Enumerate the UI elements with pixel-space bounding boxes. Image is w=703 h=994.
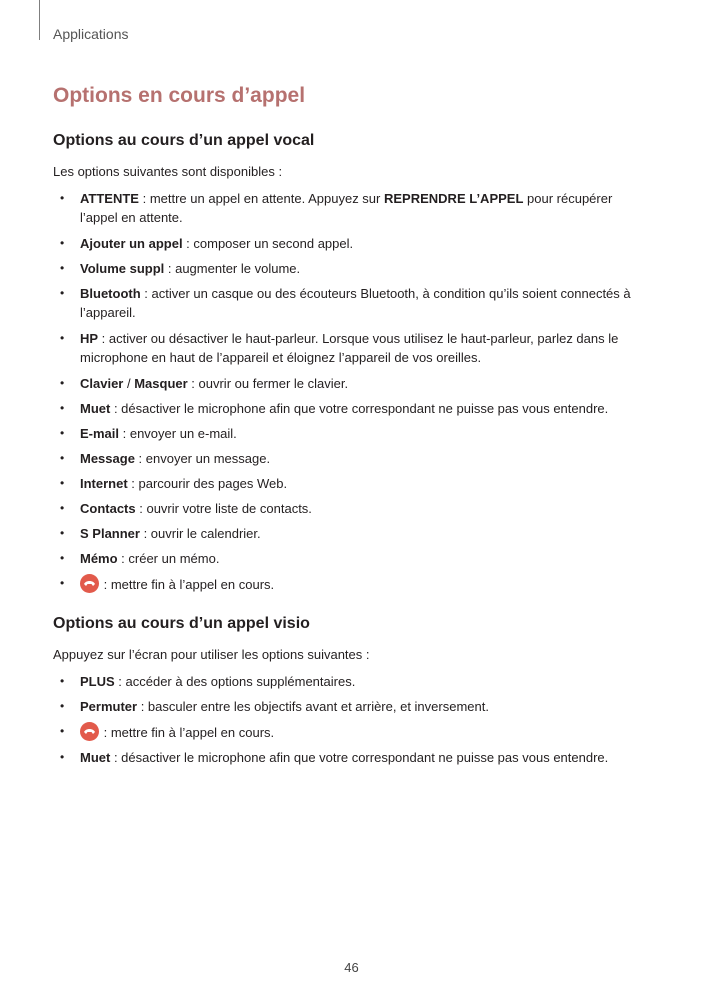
option-term: Volume suppl — [80, 261, 165, 276]
running-header: Applications — [53, 26, 129, 42]
bullet: • — [60, 451, 65, 465]
list-item-email — [53, 424, 653, 443]
option-text: : mettre fin à l’appel en cours. — [100, 725, 275, 740]
voice-section-heading: Options au cours d’un appel vocal — [53, 132, 315, 149]
option-term: Permuter — [80, 699, 138, 714]
bullet: • — [60, 401, 65, 415]
list-item-internet — [53, 474, 653, 493]
option-term: Muet — [80, 750, 111, 765]
list-item-bluetooth — [53, 284, 653, 322]
video-options-list — [53, 672, 653, 773]
option-term: Ajouter un appel — [80, 236, 183, 251]
option-term: Masquer — [134, 376, 188, 391]
bullet: • — [60, 724, 65, 738]
list-item-muet — [53, 399, 653, 418]
option-text: : mettre fin à l’appel en cours. — [100, 577, 275, 592]
bullet: • — [60, 501, 65, 515]
option-text: : activer ou désactiver le haut-parleur. Lorsque vous utilisez le haut-parleur, parlez dans le microphone en haut de l’appareil et éloignez l’appareil de vos oreilles. — [80, 331, 619, 365]
bullet: • — [60, 261, 65, 275]
option-text: pour récupérer l’appel en attente. — [80, 191, 613, 225]
option-text: : envoyer un message. — [134, 451, 271, 466]
option-text: : augmenter le volume. — [164, 261, 301, 276]
option-term: REPRENDRE L’APPEL — [383, 191, 524, 206]
list-item-hp — [53, 329, 653, 367]
video-section-heading: Options au cours d’un appel visio — [53, 615, 310, 632]
option-term: Bluetooth — [80, 286, 141, 301]
option-term: Clavier — [80, 376, 124, 391]
option-term: PLUS — [80, 674, 115, 689]
end-call-icon — [80, 574, 99, 593]
bullet: • — [60, 551, 65, 565]
list-item-attente — [53, 189, 653, 227]
list-item-end-call — [53, 574, 653, 594]
page-number: 46 — [344, 960, 359, 975]
option-text: : composer un second appel. — [182, 236, 354, 251]
bullet: • — [60, 699, 65, 713]
list-item-muet — [53, 748, 653, 767]
option-term: Mémo — [80, 551, 118, 566]
page-title: Options en cours d’appel — [53, 84, 306, 107]
option-term: S Planner — [80, 526, 140, 541]
list-item-memo — [53, 549, 653, 568]
list-item-splanner — [53, 524, 653, 543]
option-text: : ouvrir le calendrier. — [139, 526, 261, 541]
bullet: • — [60, 576, 65, 590]
bullet: • — [60, 191, 65, 205]
option-term: Internet — [80, 476, 128, 491]
option-text: : basculer entre les objectifs avant et arrière, et inversement. — [137, 699, 489, 714]
bullet: • — [60, 286, 65, 300]
list-item-volume — [53, 259, 653, 278]
list-item-plus — [53, 672, 653, 691]
option-term: E-mail — [80, 426, 120, 441]
bullet: • — [60, 331, 65, 345]
bullet: • — [60, 236, 65, 250]
option-text: : désactiver le microphone afin que votre correspondant ne puisse pas vous entendre. — [110, 750, 609, 765]
bullet: • — [60, 526, 65, 540]
voice-options-list — [53, 189, 653, 600]
option-text: : activer un casque ou des écouteurs Bluetooth, à condition qu’ils soient connectés à l’appareil. — [80, 286, 631, 320]
option-text: : désactiver le microphone afin que votre correspondant ne puisse pas vous entendre. — [110, 401, 609, 416]
video-intro: Appuyez sur l’écran pour utiliser les options suivantes : — [53, 647, 370, 662]
option-term: Message — [80, 451, 135, 466]
option-text: : créer un mémo. — [117, 551, 220, 566]
option-separator: / — [123, 376, 135, 391]
option-term: ATTENTE — [80, 191, 139, 206]
bullet: • — [60, 426, 65, 440]
list-item-clavier — [53, 374, 653, 393]
list-item-ajouter — [53, 234, 653, 253]
list-item-message — [53, 449, 653, 468]
option-term: Contacts — [80, 501, 136, 516]
list-item-permuter — [53, 697, 653, 716]
option-text: : accéder à des options supplémentaires. — [114, 674, 356, 689]
bullet: • — [60, 674, 65, 688]
option-text: : parcourir des pages Web. — [127, 476, 288, 491]
option-text: : ouvrir ou fermer le clavier. — [187, 376, 349, 391]
option-text: : envoyer un e-mail. — [119, 426, 237, 441]
bullet: • — [60, 476, 65, 490]
option-text: : mettre un appel en attente. Appuyez sur — [138, 191, 384, 206]
voice-intro: Les options suivantes sont disponibles : — [53, 164, 283, 179]
header-rule — [39, 0, 40, 40]
option-text: : ouvrir votre liste de contacts. — [135, 501, 312, 516]
option-term: Muet — [80, 401, 111, 416]
end-call-icon — [80, 722, 99, 741]
bullet: • — [60, 750, 65, 764]
bullet: • — [60, 376, 65, 390]
list-item-end-call — [53, 722, 653, 742]
list-item-contacts — [53, 499, 653, 518]
option-term: HP — [80, 331, 99, 346]
